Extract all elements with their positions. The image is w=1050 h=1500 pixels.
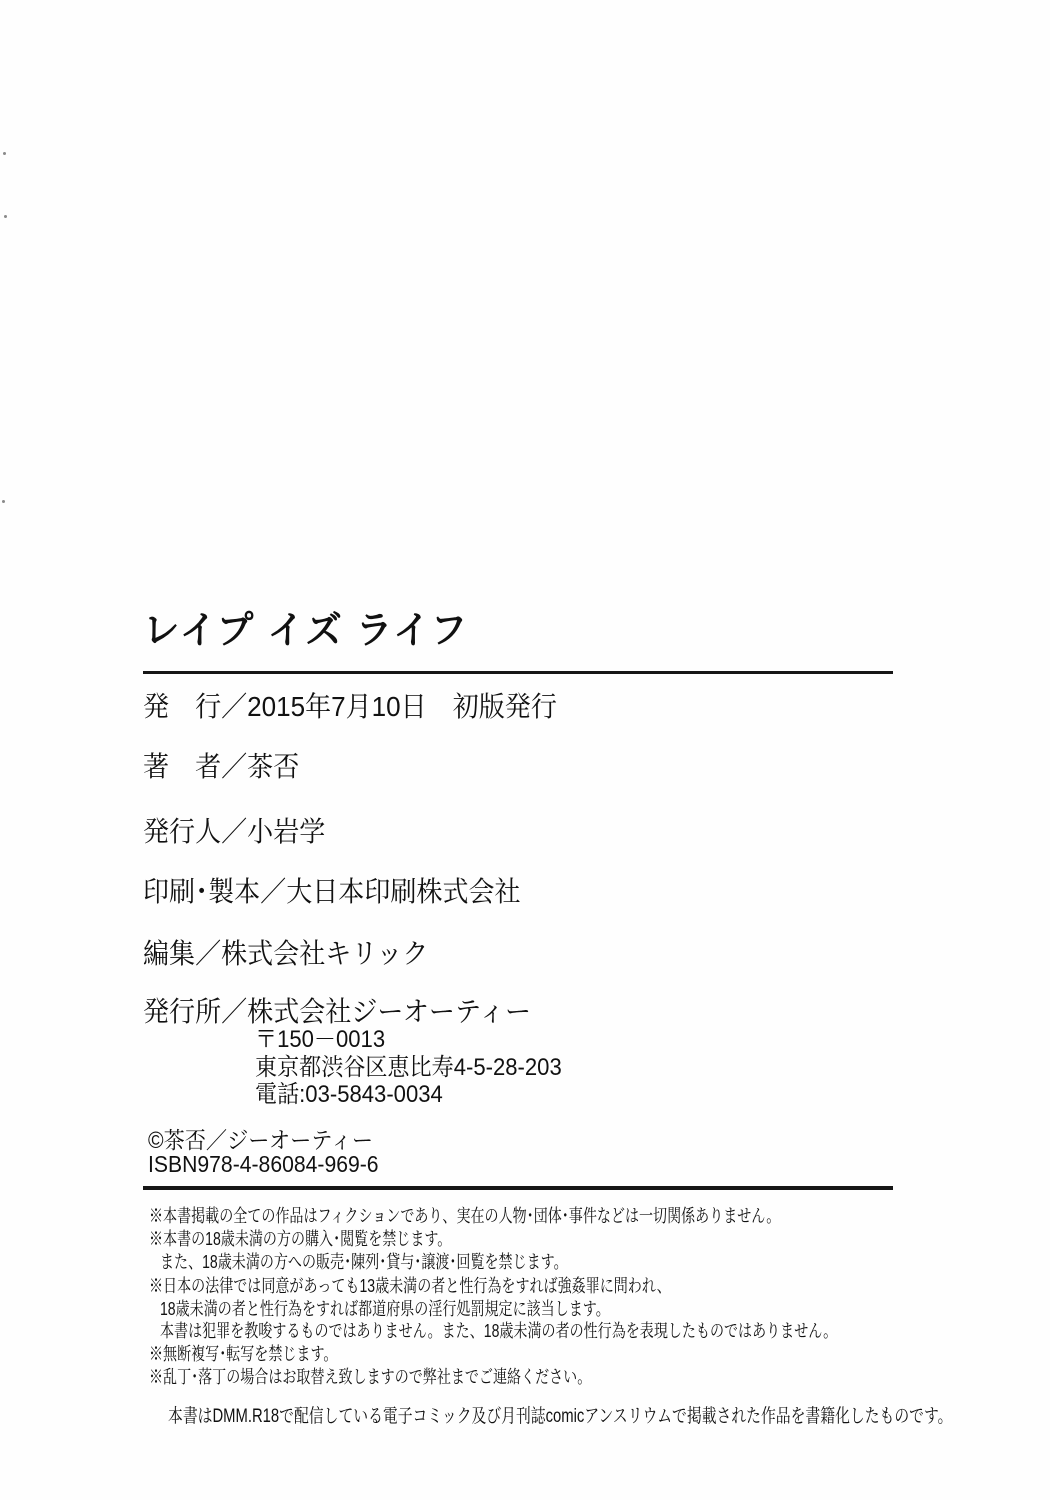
scan-speck [3,152,6,155]
copyright-line: ©茶否／ジーオーティー [148,1127,374,1153]
printing-binding-line: 印刷･製本／大日本印刷株式会社 [143,876,521,907]
notice-defective-copies: ※乱丁･落丁の場合はお取替え致しますので弊社までご連絡ください。 [149,1367,592,1387]
phone-number: 電話:03-5843-0034 [255,1081,443,1108]
isbn-line: ISBN978-4-86084-969-6 [148,1151,379,1177]
scan-speck [4,215,7,218]
notice-law-under13: ※日本の法律では同意があっても13歳未満の者と性行為をすれば強姦罪に問われ、 [149,1276,671,1296]
notice-no-copying: ※無断複写･転写を禁じます。 [149,1344,338,1364]
publication-date-line: 発 行／2015年7月10日 初版発行 [143,691,557,722]
scan-speck [2,500,5,503]
title-divider-rule [143,671,893,674]
source-note: 本書はDMM.R18で配信している電子コミック及び月刊誌comicアンスリウムで掲載された作品を書籍化したものです。 [168,1406,953,1427]
notice-under18-purchase: ※本書の18歳未満の方の購入･閲覧を禁じます。 [149,1229,452,1249]
notice-law-under18: 18歳未満の者と性行為をすれば都道府県の淫行処罰規定に該当します。 [160,1299,610,1319]
notice-under18-sale: また、18歳未満の方への販売･陳列･貸与･譲渡･回覧を禁じます。 [160,1252,568,1272]
notice-no-incitement: 本書は犯罪を教唆するものではありません。また、18歳未満の者の性行為を表現したものではありません。 [160,1321,838,1341]
book-title: レイプ イズ ライフ [143,610,469,652]
notices-divider-rule [143,1186,893,1190]
publishing-office-line: 発行所／株式会社ジーオーティー [143,996,531,1027]
author-line: 著 者／茶否 [143,751,300,782]
publisher-person-line: 発行人／小岩学 [143,816,326,847]
notice-fiction: ※本書掲載の全ての作品はフィクションであり、実在の人物･団体･事件などは一切関係ありません。 [149,1206,781,1226]
postal-code: 〒150－0013 [255,1026,386,1053]
street-address: 東京都渋谷区恵比寿4-5-28-203 [255,1054,562,1081]
editing-line: 編集／株式会社キリック [143,938,429,969]
